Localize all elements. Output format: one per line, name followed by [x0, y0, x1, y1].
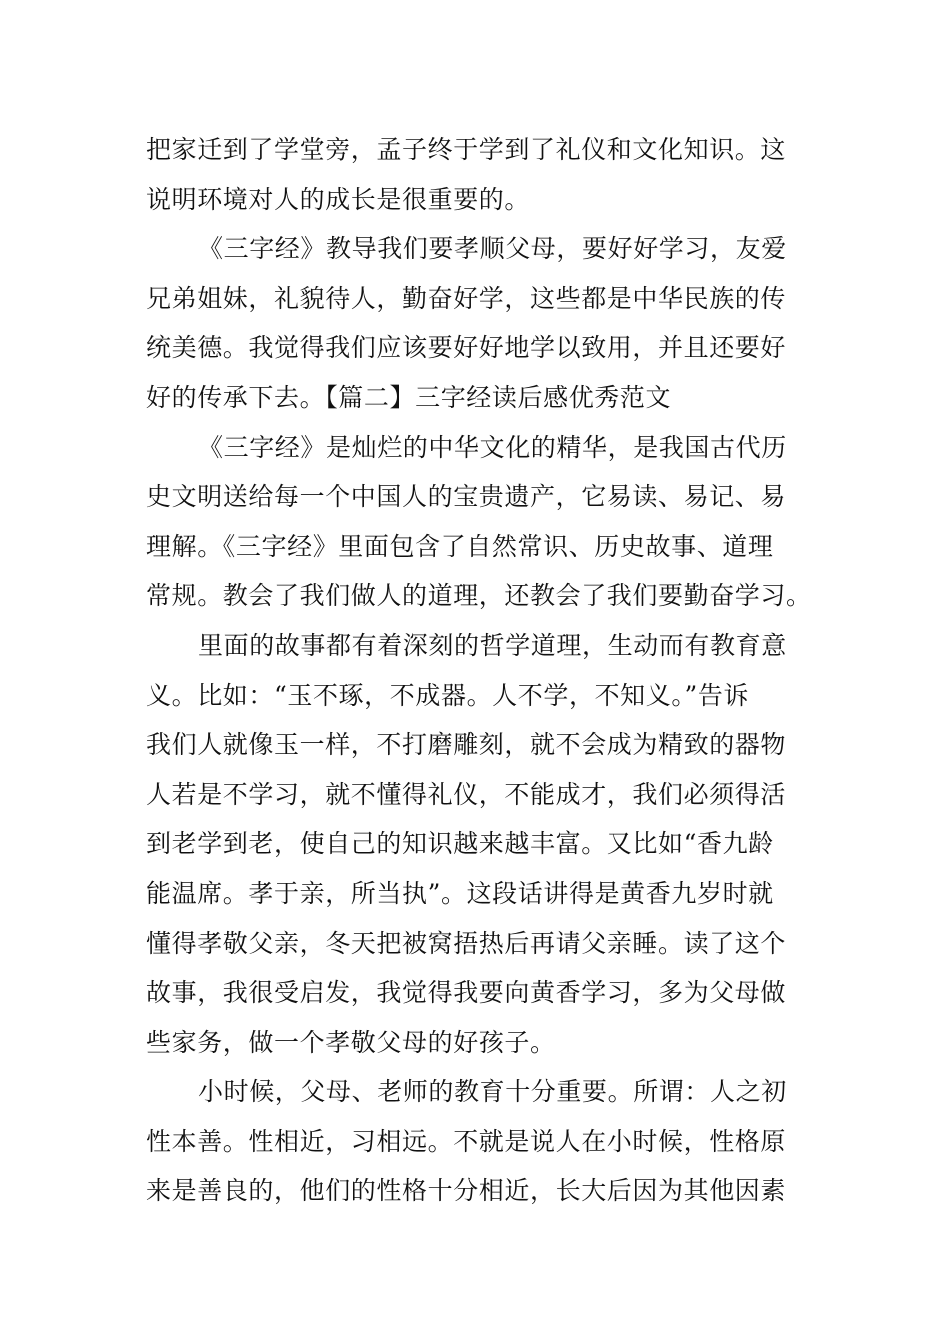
text-line: 能温席。孝于亲，所当执”。这段话讲得是黄香九岁时就	[146, 878, 774, 908]
text-line: 故事，我很受启发，我觉得我要向黄香学习，多为父母做	[146, 978, 787, 1008]
text-line: 把家迁到了学堂旁，孟子终于学到了礼仪和文化知识。这	[146, 135, 787, 164]
text-line: 说明环境对人的成长是很重要的。	[146, 184, 531, 214]
text-line: 我们人就像玉一样，不打磨雕刻，就不会成为精致的器物	[146, 730, 787, 760]
text-line: 懂得孝敬父亲，冬天把被窝捂热后再请父亲睡。读了这个	[146, 928, 787, 958]
text-line: 常规。教会了我们做人的道理，还教会了我们要勤奋学习。	[146, 581, 812, 611]
paragraph-start-line: 《三字经》教导我们要孝顺父母，要好好学习，友爱	[198, 234, 787, 264]
text-line: 兄弟姐妹，礼貌待人，勤奋好学，这些都是中华民族的传	[146, 283, 787, 313]
paragraph-start-line: 里面的故事都有着深刻的哲学道理，生动而有教育意	[198, 630, 787, 660]
text-line: 些家务，做一个孝敬父母的好孩子。	[146, 1027, 556, 1057]
text-line: 人若是不学习，就不懂得礼仪，不能成才，我们必须得活	[146, 779, 787, 809]
text-line: 到老学到老，使自己的知识越来越丰富。又比如“香九龄	[146, 829, 774, 859]
document-body	[146, 125, 812, 1216]
text-line: 理解。《三字经》里面包含了自然常识、历史故事、道理	[146, 531, 774, 561]
text-line: 史文明送给每一个中国人的宝贵遗产，它易读、易记、易	[146, 482, 787, 512]
text-line: 好的传承下去。【篇二】三字经读后感优秀范文	[146, 382, 672, 412]
text-line: 统美德。我觉得我们应该要好好地学以致用，并且还要好	[146, 333, 787, 363]
paragraph-start-line: 小时候，父母、老师的教育十分重要。所谓：人之初	[198, 1077, 787, 1107]
text-line: 义。比如：“玉不琢，不成器。人不学，不知义。”告诉	[146, 680, 750, 710]
paragraph-start-line: 《三字经》是灿烂的中华文化的精华，是我国古代历	[198, 432, 787, 462]
text-line: 性本善。性相近，习相远。不就是说人在小时候，性格原	[146, 1126, 787, 1156]
text-line: 来是善良的，他们的性格十分相近，长大后因为其他因素	[146, 1176, 787, 1206]
